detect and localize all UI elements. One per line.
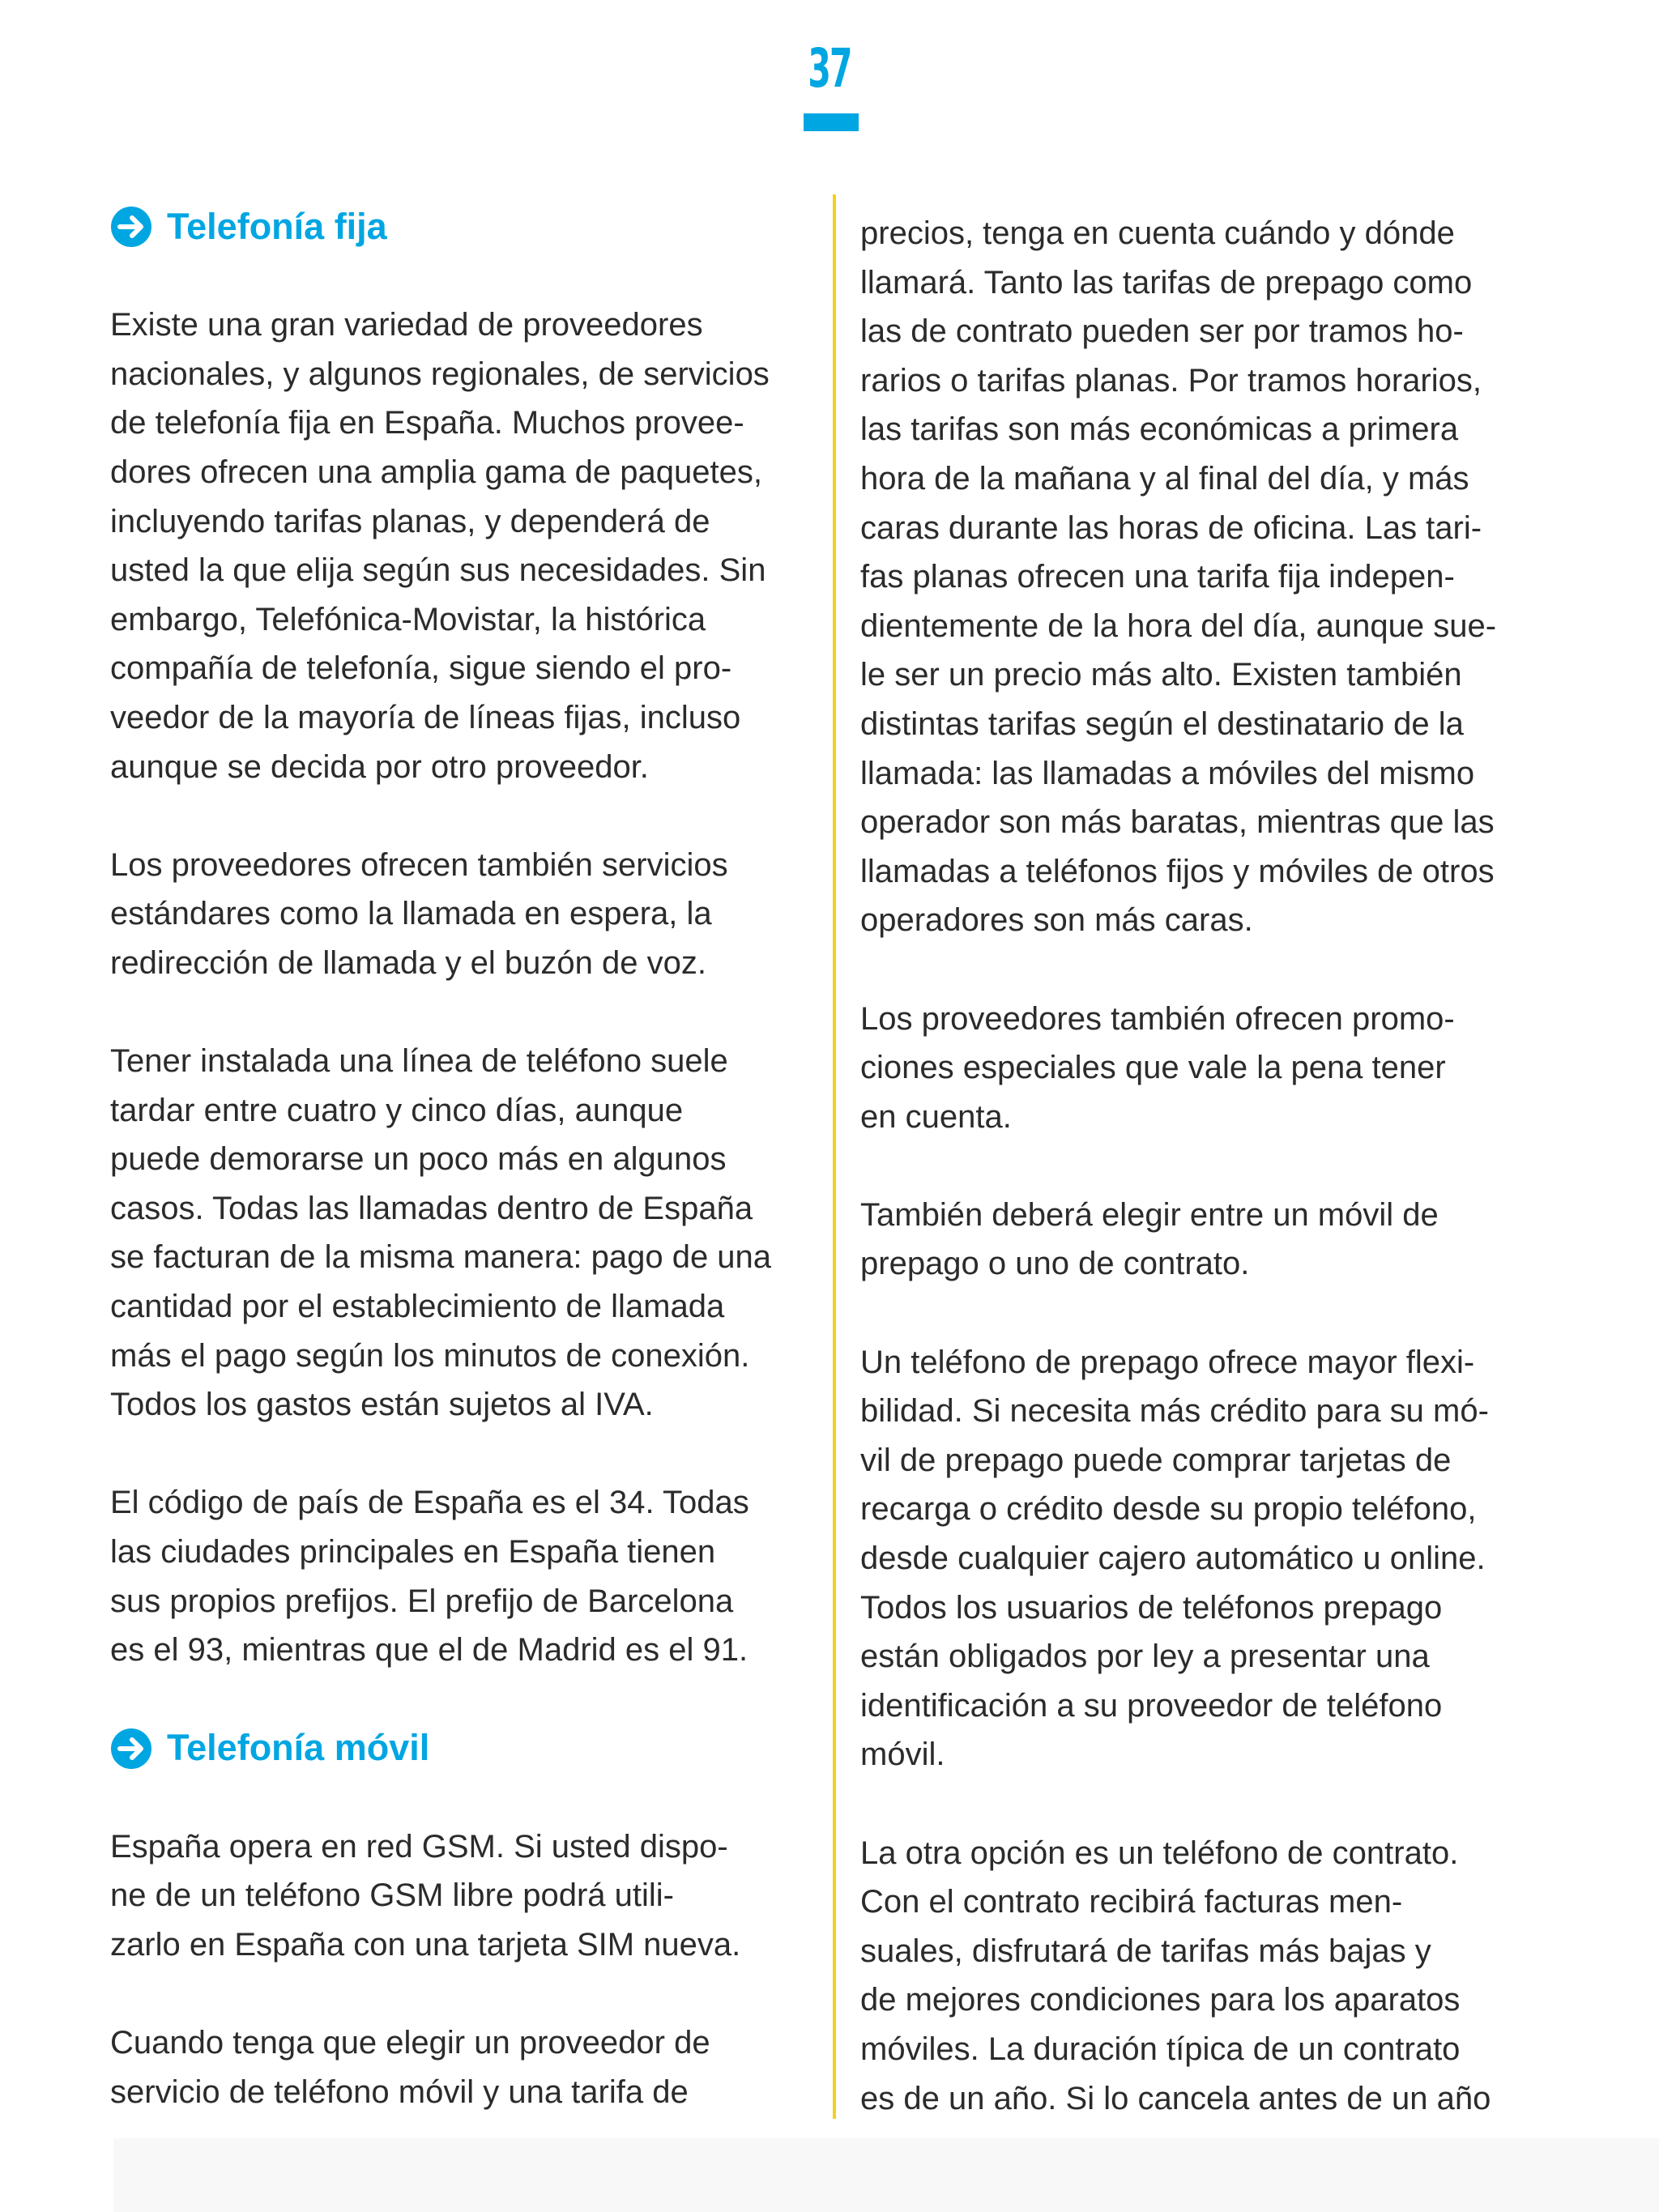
section-heading	[110, 202, 823, 252]
arrow-right-circle-icon	[110, 206, 152, 248]
text-line: veedor de la mayoría de líneas fijas, incluso	[110, 699, 741, 735]
text-line: tardar entre cuatro y cinco días, aunque	[110, 1092, 684, 1128]
paragraph	[860, 1191, 1573, 1289]
section-heading	[110, 1724, 823, 1773]
text-line: es el 93, mientras que el de Madrid es el 91.	[110, 1632, 748, 1669]
text-line: dores ofrecen una amplia gama de paquetes,	[110, 454, 762, 490]
text-line: zarlo en España con una tarjeta SIM nueva.	[110, 1926, 741, 1963]
text-line: móvil.	[860, 1737, 945, 1773]
text-line: incluyendo tarifas planas, y dependerá de	[110, 503, 710, 539]
text-line: hora de la mañana y al final del día, y más	[860, 460, 1469, 497]
text-line: sus propios prefijos. El prefijo de Barcelona	[110, 1583, 734, 1619]
text-line: operadores son más caras.	[860, 902, 1253, 939]
page-bottom-shade	[113, 2138, 1659, 2212]
text-line: Los proveedores ofrecen también servicios	[110, 846, 728, 883]
text-line: es de un año. Si lo cancela antes de un año	[860, 2080, 1491, 2116]
text-line: También deberá elegir entre un móvil de	[860, 1196, 1439, 1233]
text-line: Un teléfono de prepago ofrece mayor flexi-	[860, 1344, 1475, 1380]
paragraph	[110, 1037, 823, 1430]
text-line: El código de país de España es el 34. Todas	[110, 1485, 749, 1521]
text-line: distintas tarifas según el destinatario de la	[860, 705, 1464, 742]
text-line: en cuenta.	[860, 1098, 1012, 1135]
page-number-underline	[804, 113, 859, 131]
text-line: están obligados por ley a presentar una	[860, 1639, 1430, 1675]
text-line: llamada: las llamadas a móviles del mismo	[860, 755, 1475, 791]
text-line: bilidad. Si necesita más crédito para su mó-	[860, 1393, 1489, 1430]
text-line: aunque se decida por otro proveedor.	[110, 748, 649, 785]
text-line: se facturan de la misma manera: pago de una	[110, 1239, 772, 1276]
paragraph	[110, 1478, 823, 1674]
text-line: le ser un precio más alto. Existen también	[860, 657, 1462, 693]
text-line: las tarifas son más económicas a primera	[860, 411, 1459, 448]
paragraph	[860, 1829, 1573, 2124]
text-line: redirección de llamada y el buzón de voz.	[110, 944, 706, 981]
text-line: de telefonía fija en España. Muchos provee-	[110, 405, 744, 441]
text-line: Los proveedores también ofrecen promo-	[860, 1000, 1455, 1037]
left-column	[110, 202, 823, 2116]
text-line: vil de prepago puede comprar tarjetas de	[860, 1442, 1452, 1478]
text-line: de mejores condiciones para los aparatos	[860, 1982, 1461, 2018]
text-line: llamadas a teléfonos fijos y móviles de otros	[860, 853, 1495, 889]
paragraph	[860, 209, 1573, 945]
text-line: las ciudades principales en España tienen	[110, 1534, 716, 1571]
text-line: las de contrato pueden ser por tramos ho-	[860, 313, 1464, 350]
text-line: Todos los usuarios de teléfonos prepago	[860, 1589, 1443, 1626]
text-line: ciones especiales que vale la pena tener	[860, 1050, 1446, 1086]
text-line: identificación a su proveedor de teléfono	[860, 1687, 1443, 1724]
text-line: compañía de telefonía, sigue siendo el pro-	[110, 650, 732, 687]
text-line: Todos los gastos están sujetos al IVA.	[110, 1387, 654, 1423]
text-line: embargo, Telefónica-Movistar, la histórica	[110, 601, 706, 637]
text-line: casos. Todas las llamadas dentro de España	[110, 1190, 753, 1226]
text-line: rarios o tarifas planas. Por tramos horarios,	[860, 362, 1482, 399]
text-line: más el pago según los minutos de conexión.	[110, 1337, 750, 1374]
text-line: operador son más baratas, mientras que las	[860, 804, 1495, 841]
paragraph	[860, 995, 1573, 1142]
text-line: Cuando tenga que elegir un proveedor de	[110, 2024, 710, 2061]
text-line: cantidad por el establecimiento de llamada	[110, 1289, 725, 1325]
text-line: Existe una gran variedad de proveedores	[110, 307, 703, 343]
text-line: móviles. La duración típica de un contrato	[860, 2031, 1461, 2067]
text-line: llamará. Tanto las tarifas de prepago como	[860, 264, 1473, 300]
text-line: Con el contrato recibirá facturas men-	[860, 1884, 1403, 1920]
text-line: caras durante las horas de oficina. Las tari-	[860, 509, 1482, 546]
text-line: fas planas ofrecen una tarifa fija indepen-	[860, 559, 1455, 595]
column-divider	[833, 194, 836, 2119]
text-line: Tener instalada una línea de teléfono suele	[110, 1043, 728, 1080]
paragraph	[860, 1338, 1573, 1779]
text-line: recarga o crédito desde su propio teléfono,	[860, 1491, 1477, 1528]
paragraph	[110, 1822, 823, 1970]
text-line: nacionales, y algunos regionales, de servicios	[110, 356, 770, 392]
paragraph	[110, 841, 823, 988]
section-heading-text: Telefonía fija	[167, 206, 387, 247]
text-line: usted la que elija según sus necesidades. Sin	[110, 552, 766, 589]
text-line: ne de un teléfono GSM libre podrá utili-	[110, 1877, 674, 1914]
text-line: España opera en red GSM. Si usted dispo-	[110, 1828, 728, 1865]
right-column	[860, 209, 1573, 2123]
arrow-right-circle-icon	[110, 1728, 152, 1770]
text-line: estándares como la llamada en espera, la	[110, 896, 712, 932]
section-heading-text: Telefonía móvil	[167, 1727, 430, 1769]
paragraph	[110, 300, 823, 791]
text-line: servicio de teléfono móvil y una tarifa de	[110, 2073, 689, 2110]
text-line: dientemente de la hora del día, aunque sue-	[860, 607, 1497, 644]
page-number: 37	[808, 37, 851, 100]
text-line: desde cualquier cajero automático u online.	[860, 1541, 1486, 1577]
paragraph	[110, 2018, 823, 2116]
text-line: suales, disfrutará de tarifas más bajas y	[860, 1933, 1431, 1969]
text-line: puede demorarse un poco más en algunos	[110, 1141, 727, 1178]
text-line: prepago o uno de contrato.	[860, 1246, 1250, 1282]
text-line: precios, tenga en cuenta cuándo y dónde	[860, 215, 1455, 251]
text-line: La otra opción es un teléfono de contrato.	[860, 1835, 1459, 1871]
